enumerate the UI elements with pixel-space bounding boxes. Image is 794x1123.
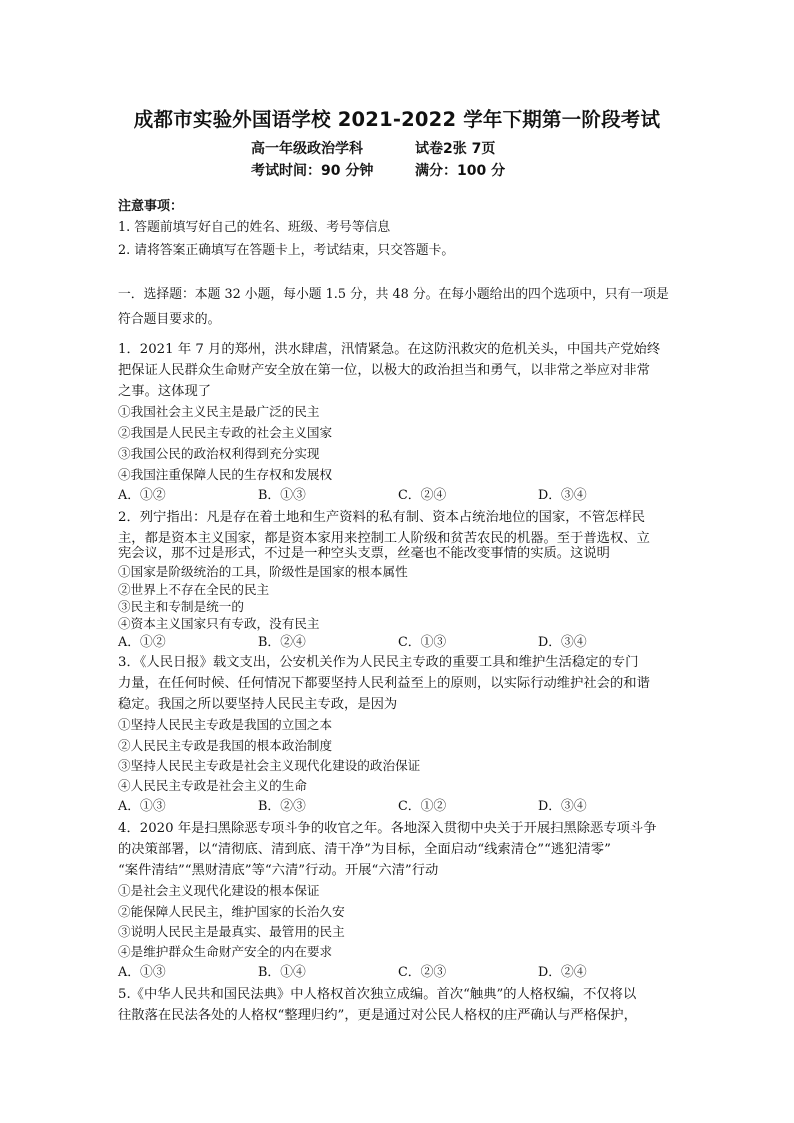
answer-option: D．②④ [538, 965, 587, 980]
answer-option: A．①③ [118, 799, 166, 814]
statement-item: ②能保障人民民主，维护国家的长治久安 [118, 904, 345, 919]
statement-item: ③坚持人民民主专政是社会主义现代化建设的政治保证 [118, 758, 421, 773]
note-item: 1. 答题前填写好自己的姓名、班级、考号等信息 [118, 220, 391, 235]
question-stem: 稳定。我国之所以要坚持人民民主专政，是因为 [118, 697, 398, 712]
answer-option: A．①② [118, 635, 166, 650]
question-stem: 力量，在任何时候、任何情况下都要坚持人民利益至上的原则，以实际行动维护社会的和谐 [118, 676, 650, 691]
statement-item: ④是维护群众生命财产安全的内在要求 [118, 944, 333, 959]
answer-option: A．①② [118, 488, 166, 503]
answer-option: C．①② [398, 799, 447, 814]
statement-item: ②人民民主专政是我国的根本政治制度 [118, 738, 333, 753]
answer-option: D．③④ [538, 488, 587, 503]
statement-item: ③民主和专制是统一的 [118, 599, 244, 614]
statement-item: ③说明人民民主是最真实、最管用的民主 [118, 924, 345, 939]
question-stem: 5.《中华人民共和国民法典》中人格权首次独立成编。首次“触典”的人格权编，不仅将以 [118, 987, 637, 1002]
section-instruction: 符合题目要求的。 [118, 312, 221, 327]
statement-item: ①是社会主义现代化建设的根本保证 [118, 883, 320, 898]
answer-option: B．①③ [258, 488, 306, 503]
exam-time: 考试时间：90 分钟 [251, 163, 374, 179]
statement-item: ④人民民主专政是社会主义的生命 [118, 778, 307, 793]
question-stem: 的决策部署，以“清彻底、清到底、清干净”为目标，全面启动“线索清仓”“逃犯清零” [118, 842, 611, 857]
statement-item: ④我国注重保障人民的生存权和发展权 [118, 467, 333, 482]
question-stem: 把保证人民群众生命财产安全放在第一位，以极大的政治担当和勇气，以非常之举应对非常 [118, 363, 650, 378]
question-stem: 主，都是资本主义国家，都是资本家用来控制工人阶级和贫苦农民的机器。至于普选权、立 [118, 531, 650, 546]
answer-option: B．②④ [258, 635, 306, 650]
answer-option: C．②④ [398, 488, 447, 503]
section-instruction: 一．选择题：本题 32 小题，每小题 1.5 分，共 48 分。在每小题给出的四个选项中，只有一项是 [118, 287, 669, 302]
statement-item: ①国家是阶级统治的工具，阶级性是国家的根本属性 [118, 564, 408, 579]
grade-subject: 高一年级政治学科 [251, 141, 363, 157]
answer-option: C．②③ [398, 965, 447, 980]
answer-option: A．①③ [118, 965, 166, 980]
question-stem: 4．2020 年是扫黑除恶专项斗争的收官之年。各地深入贯彻中央关于开展扫黑除恶专项斗争 [118, 821, 657, 836]
question-stem: 3．《人民日报》载文支出，公安机关作为人民民主专政的重要工具和维护生活稳定的专门 [118, 655, 639, 670]
statement-item: ③我国公民的政治权利得到充分实现 [118, 446, 320, 461]
paper-info: 试卷2张 7页 [415, 141, 496, 157]
note-item: 2. 请将答案正确填写在答题卡上，考试结束，只交答题卡。 [118, 243, 455, 258]
question-stem: 往散落在民法各处的人格权“整理归约”，更是通过对公民人格权的庄严确认与严格保护， [118, 1008, 637, 1023]
question-stem: 1．2021 年 7 月的郑州，洪水肆虐，汛情紧急。在这防汛救灾的危机关头，中国共产党始终 [118, 342, 661, 357]
statement-item: ①坚持人民民主专政是我国的立国之本 [118, 717, 333, 732]
question-stem: 宪会议，那不过是形式，不过是一种空头支票，丝毫也不能改变事情的实质。这说明 [118, 546, 610, 561]
full-score: 满分：100 分 [415, 163, 506, 179]
exam-title: 成都市实验外国语学校 2021-2022 学年下期第一阶段考试 [133, 108, 661, 131]
notes-heading: 注意事项： [118, 199, 184, 214]
statement-item: ④资本主义国家只有专政，没有民主 [118, 616, 320, 631]
answer-option: D．③④ [538, 635, 587, 650]
question-stem: 2．列宁指出：凡是存在着土地和生产资料的私有制、资本占统治地位的国家，不管怎样民 [118, 510, 646, 525]
statement-item: ②我国是人民民主专政的社会主义国家 [118, 425, 333, 440]
question-stem: “案件清结”“黑财清底”等“六清”行动。开展“六清”行动 [118, 863, 439, 878]
question-stem: 之事。这体现了 [118, 384, 212, 399]
answer-option: D．③④ [538, 799, 587, 814]
answer-option: B．②③ [258, 799, 306, 814]
answer-option: B．①④ [258, 965, 306, 980]
answer-option: C．①③ [398, 635, 447, 650]
statement-item: ①我国社会主义民主是最广泛的民主 [118, 404, 320, 419]
statement-item: ②世界上不存在全民的民主 [118, 582, 270, 597]
